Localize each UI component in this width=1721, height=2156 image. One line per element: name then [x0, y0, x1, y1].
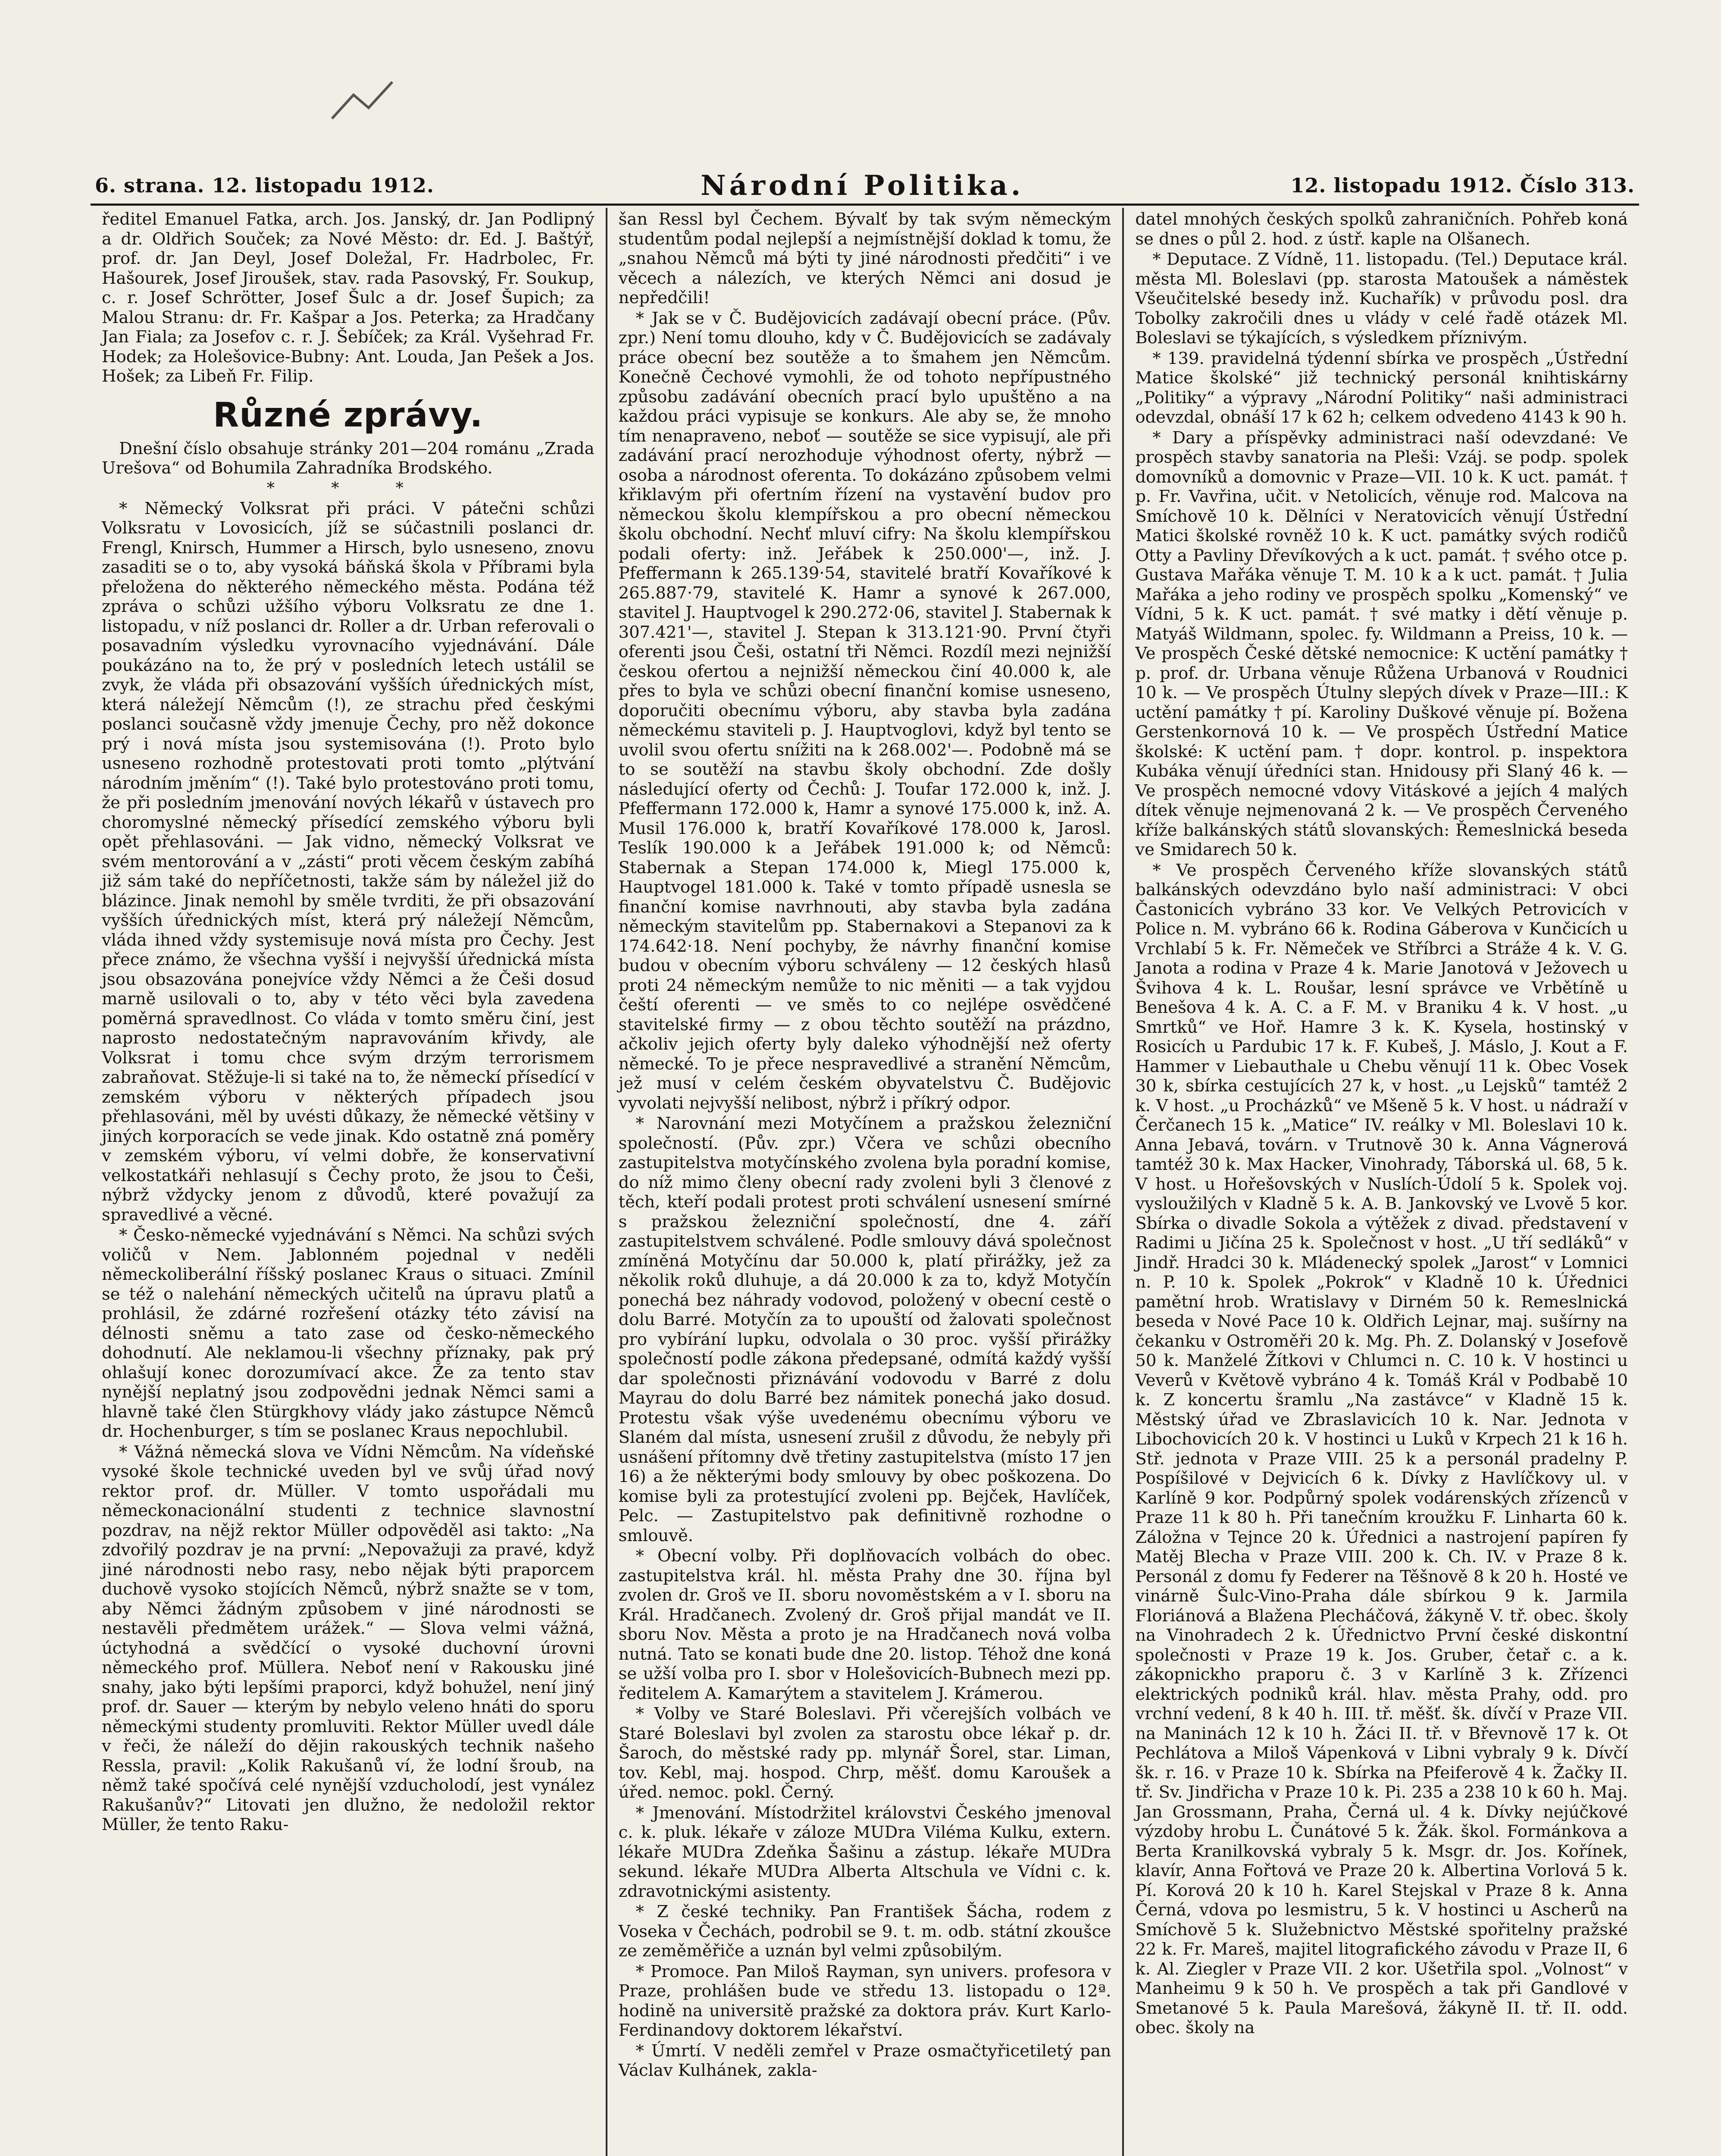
article-paragraph: * Německý Volksrat při práci. V pátečni schůzi Volksratu v Lovosicích, jíž se súčastnili poslanci dr. Frengl, Knirsch, Hummer a Hirsch, bylo usneseno, znovu zasaditi se o to, aby vysoká báňská škola v Příbrami byla přeložena do některého německého města. Podána též zpráva o schůzi užšího výboru Volksratu ze dne 1. listopadu, v níž poslanci dr. Roller a dr. Urban referovali o posavadním výsledku vyrovnacího vyjednávání. Dále poukázáno na to, že prý v posledních letech ustálil se zvyk, že vláda při obsazování vyšších úřednických míst, která náležejí Němcům (!), ze strachu před českými poslanci současně vždy jmenuje Čechy, pro něž dokonce prý i nová místa jsou systemisována (!). Proto bylo usneseno rozhodně protestovati proti tomto „plýtvání národním jměním“ (!). Také bylo protestováno proti tomu, že při posledním jmenování nových lékařů v ústavech pro choromyslné německý přísedící zemského výboru byli opět přehlasováni. — Jak vidno, německý Volksrat ve svém mentorování a v „zásti“ proti věcem českým zabíhá již sám také do nepříčetnosti, takže sám by náležel již do blázince. Jinak nemohl by směle tvrditi, že při obsazování vyšších úřednických míst, která prý náležejí Němcům, vláda ihned vždy systemisuje nová místa pro Čechy. Jest přece známo, že všechna vyšší i nejvyšší úřednická místa jsou obsazována ponejvíce vždy Němci a že Češi dosud marně usilovali o to, aby v této věci byla zavedena poměrná spravedlnost. Co vláda v tomto směru činí, jest naprosto nedostatečným napravováním křivdy, ale Volksrat i tomu chce svým drzým terrorismem zabraňovat. Stěžuje-li si také na to, že německí přísedící v zemském výboru v některých případech jsou přehlasováni, měl by uvésti důkazy, že německé většiny v jiných korporacích se vede jinak. Kdo ostatně zná poměry v zemském výboru, ví velmi dobře, že konservativní velkostatkáři nehlasují s Čechy proto, že jsou to Češi, nýbrž vždycky jenom z důvodů, které považují za spravedlivé a věcné.	[102, 498, 595, 1225]
separator-stars: * * *	[266, 479, 429, 497]
pencil-scribble-mark	[328, 78, 397, 125]
newspaper-title: Národní Politika.	[701, 169, 1024, 202]
article-paragraph: Dnešní číslo obsahuje stránky 201—204 románu „Zrada Urešova“ od Bohumila Zahradníka Brodského.	[102, 439, 595, 478]
article-paragraph: * Z české techniky. Pan František Šácha, rodem z Voseka v Čechách, podrobil se 9. t. m. odb. státní zkoušce ze zeměměřiče a uznán byl velmi způsobilým.	[618, 1902, 1111, 1961]
page-number-date: 6. strana. 12. listopadu 1912.	[95, 174, 434, 197]
article-paragraph: * 139. pravidelná týdenní sbírka ve prospěch „Ústřední Matice školské“ již technický personál knihtiskárny „Politiky“ a výpravy „Národní Politiky“ naši administraci odevzdal, obnáší 17 k 62 h; celkem odvedeno 4143 k 90 h.	[1135, 348, 1628, 427]
article-paragraph: * Jak se v Č. Budějovicích zadávají obecní práce. (Pův. zpr.) Není tomu dlouho, kdy v Č. Budějovicích se zadávaly práce obecní bez soutěže a to šmahem jen Němcům. Konečně Čechové vymohli, že od tohoto nepřípustného způsobu zadávání obecních prací bylo upuštěno a na každou práci vypisuje se konkurs. Ale aby se, že mnoho tím nenapraveno, neboť — soutěže se sice vypisují, ale při zadávání prací nerozhoduje výhodnost oferty, nýbrž — osoba a národnost oferenta. To dokázáno způsobem velmi křiklavým při ofertním řízení na vystavění budov pro německou školu klempířskou a pro obecní německou školu obchodní. Nechť mluví cifry: Na školu klempířskou podali oferty: inž. Jeřábek k 250.000'—, inž. J. Pfeffermann k 265.139·54, stavitelé bratří Kovaříkové k 265.887·79, stavitelé K. Hamr a synové k 267.000, stavitel J. Hauptvogel k 290.272·06, stavitel J. Stabernak k 307.421'—, stavitel J. Stepan k 313.121·90. První čtyři oferenti jsou Češi, ostatní tři Němci. Rozdíl mezi nejnižší českou ofertou a nejnižší německou činí 40.000 k, ale přes to byla ve schůzi obecní finanční komise usneseno, doporučiti obecnímu výboru, aby stavba byla zadána německému staviteli p. J. Hauptvoglovi, když byl tento se uvolil svou ofertu snížiti na k 268.002'—. Podobně má se to se soutěží na stavbu školy obchodní. Zde došly následující oferty od Čechů: J. Toufar 172.000 k, inž. J. Pfeffermann 172.000 k, Hamr a synové 175.000 k, inž. A. Musil 176.000 k, bratří Kovaříkové 178.000 k, Jarosl. Teslík 190.000 k a Jeřábek 191.000 k; od Němců: Stabernak a Stepan 174.000 k, Miegl 175.000 k, Hauptvogel 181.000 k. Také v tomto případě usnesla se finanční komise navrhnouti, aby stavba byla zadána německým stavitelům pp. Stabernakovi a Stepanovi za k 174.642·18. Není pochyby, že návrhy finanční komise budou v obecním výboru schváleny — 12 českých hlasů proti 24 německým nemůže to nic měniti — a tak vyjdou čeští oferenti — ve směs to co nejlépe osvědčené stavitelské firmy — z obou těchto soutěží na prázdno, ačkoliv jejich oferty byly daleko výhodnější než oferty německé. To je přece nespravedlivé a stranění Němcům, jež musí v celém českém obyvatelstvu Č. Budějovic vyvolati nejvyšší nelibost, nýbrž i příkrý odpor.	[618, 308, 1111, 1113]
article-paragraph: datel mnohých českých spolků zahraničních. Pohřeb koná se dnes o půl 2. hod. z ústř. kaple na Olšanech.	[1135, 210, 1628, 249]
text-columns	[91, 208, 1639, 2156]
article-paragraph: * Jmenování. Místodržitel královstvi Českého jmenoval c. k. pluk. lékaře v záloze MUDra Viléma Kulku, extern. lékaře MUDra Zdeňka Šašinu a zástup. lékaře MUDra sekund. lékaře MUDra Alberta Altschula ve Vídni c. k. zdravotnickými asistenty.	[618, 1803, 1111, 1901]
article-paragraph: * Úmrtí. V neděli zemřel v Praze osmačtyřicetiletý pan Václav Kulhánek, zakla-	[618, 2041, 1111, 2080]
article-paragraph: * Vážná německá slova ve Vídni Němcům. Na vídeňské vysoké škole technické uveden byl ve svůj úřad nový rektor prof. dr. Müller. V tomto uspořádali mu německonacionální studenti z technice slavnostní pozdrav, na nějž rektor Müller odpověděl asi takto: „Na zdvořilý pozdrav je na první: „Nepovažuji za pravé, když jiné národnosti nebo rasy, nebo nějak býti praporcem duchově vysoko stojících Němců, nýbrž snažte se v tom, aby Němci žádným způsobem v jiné národnosti se nestavěli předmětem urážek.“ — Slova velmi vážná, úctyhodná a svědčící o vysoké duchovní úrovni německého prof. Müllera. Neboť není v Rakousku jiné snahy, jako býti lepšími praporci, když bohužel, není jiný prof. dr. Sauer — kterým by nebylo veleno hnáti do sporu německými studenty promluviti. Rektor Müller uvedl dále v řeči, že náleží do dějin rakouských technik našeho Ressla, pravil: „Kolik Rakušanů ví, že lodní šroub, na němž také spočívá celé nynější vzducholodí, jest vynález Rakušanův?“ Litovati jen dlužno, že nedoložil rektor Müller, že tento Raku-	[102, 1442, 595, 1834]
article-paragraph: * Dary a příspěvky administraci naší odevzdané: Ve prospěch stavby sanatoria na Pleši: Vzáj. se podp. spolek domovníků a domovnic v Praze—VII. 10 k. K uct. památ. † p. Fr. Vavřina, učit. v Netolicích, věnuje rod. Malcova na Smíchově 10 k. Dělníci v Neratovicích věnují Ústřední Matici školské rovněž 10 k. K uct. památky svých rodičů Otty a Pavliny Dřevíkových a k uct. památ. † svého otce p. Gustava Mařáka věnuje T. M. 10 k a k uct. památ. † Julia Mařáka a jeho rodiny ve prospěch spolku „Komenský“ ve Vídni, 5 k. K uct. památ. † své matky i dětí věnuje p. Matyáš Wildmann, spolec. fy. Wildmann a Preiss, 10 k. — Ve prospěch České dětské nemocnice: K uctění památky † p. prof. dr. Urbana věnuje Růžena Urbanová v Roudnici 10 k. — Ve prospěch Útulny slepých dívek v Praze—III.: K uctění památky † pí. Karoliny Duškové věnuje pí. Božena Gerstenkornová 10 k. — Ve prospěch Ústřední Matice školské: K uctění pam. † dopr. kontrol. p. inspektora Kubáka věnují úředníci stan. Hnidousy při Slaný 46 k. — Ve prospěch nemocné vdovy Vitáskové a jejích 4 malých dítek věnuje nejmenovaná 2 k. — Ve prospěch Červeného kříže balkánských států slovanských: Řemeslnická beseda ve Smidarech 50 k.	[1135, 428, 1628, 859]
header-rule	[91, 204, 1639, 206]
article-paragraph: ředitel Emanuel Fatka, arch. Jos. Janský, dr. Jan Podlipný a dr. Oldřich Souček; za Nové Město: dr. Ed. J. Baštýř, prof. dr. Jan Deyl, Josef Doležal, Fr. Hadrbolec, Fr. Hašourek, Josef Jiroušek, stav. rada Pasovský, Fr. Soukup, c. r. Josef Schrötter, Josef Šulc a dr. Josef Šupich; za Malou Stranu: dr. Fr. Kašpar a Jos. Peterka; za Hradčany Jan Fiala; za Josefov c. r. J. Šebíček; za Král. Vyšehrad Fr. Hodek; za Holešovice-Bubny: Ant. Louda, Jan Pešek a Jos. Hošek; za Libeň Fr. Filip.	[102, 210, 595, 386]
article-paragraph: * Deputace. Z Vídně, 11. listopadu. (Tel.) Deputace král. města Ml. Boleslavi (pp. starosta Matoušek a náměstek Všeučitelské besedy inž. Kuchařík) v průvodu posl. dra Tobolky zakročili dnes u vlády v celé řadě otázek Ml. Boleslavi se týkajících, s výsledkem příznivým.	[1135, 250, 1628, 348]
article-paragraph: * Volby ve Staré Boleslavi. Při včerejších volbách ve Staré Boleslavi byl zvolen za starostu obce lékař p. dr. Šaroch, do městské rady pp. mlynář Šorel, star. Liman, tov. Kebl, maj. hospod. Chrp, měšť. domu Karoušek a úřed. nemoc. pokl. Černý.	[618, 1704, 1111, 1802]
section-heading: Různé zprávy.	[213, 395, 483, 435]
article-paragraph: šan Ressl byl Čechem. Bývalť by tak svým německým studentům podal nejlepší a nejmístnější doklad k tomu, že „snahou Němců má býti ty jiné národnosti předčiti“ i ve věcech a nálezích, ve kterých Němci ani dosud je nepředčili!	[618, 210, 1111, 307]
article-paragraph: * Česko-německé vyjednávání s Němci. Na schůzi svých voličů v Nem. Jablonném pojednal v neděli německoliberální říšský poslanec Kraus o situaci. Zmínil se též o nalehání německých učitelů na úpravu platů a prohlásil, že zdárné rozřešení otázky této závisí na délnosti sněmu a tato zase od česko-německého dohodnutí. Ale neklamou-li všechny příznaky, pak prý ohlašují konec dorozumívací akce. Že za tento stav nynější neplatný jsou zodpovědni jednak Němci sami a hlavně také člen Stürgkhovy vlády jako zástupce Němců dr. Hochenburger, s tím se poslanec Kraus nepochlubil.	[102, 1225, 595, 1441]
running-head	[95, 168, 1635, 203]
article-paragraph: * Promoce. Pan Miloš Rayman, syn univers. profesora v Praze, prohlášen bude ve středu 13. listopadu o 12ª. hodině na universitě pražské za doktora práv. Kurt Karlo-Ferdinandovy doktorem lékařství.	[618, 1962, 1111, 2040]
issue-number-date: 12. listopadu 1912. Číslo 313.	[1290, 174, 1635, 197]
article-paragraph: * Ve prospěch Červeného kříže slovanských států balkánských odevzdáno bylo naší administraci: V obci Častonicích vybráno 33 kor. Ve Velkých Petrovicích v Police n. M. vybráno 66 k. Rodina Gáberova v Kunčicích u Vrchlabí 5 k. Fr. Němeček ve Stříbrci a Stráže 4 k. V. G. Janota a rodina v Praze 4 k. Marie Janotová v Ježovech u Švihova 4 k. L. Roušar, lesní správce ve Vrbětíně u Benešova 4 k. A. C. a F. M. v Braniku 4 k. V host. „u Smrtků“ ve Hoř. Hamre 3 k. K. Kysela, hostinský v Rosicích u Pardubic 17 k. F. Kubeš, J. Máslo, J. Kout a F. Hammer v Liebauthale u Chebu věnují 11 k. Obec Vosek 30 k, sbírka cestujících 27 k, v host. „u Lejsků“ tamtéž 2 k. V host. „u Procházků“ ve Mšeně 5 k. V host. u nádraží v Čerčanech 15 k. „Matice“ IV. reálky v Ml. Boleslavi 10 k. Anna Jebavá, továrn. v Trutnově 30 k. Anna Vágnerová tamtéž 30 k. Max Hacker, Vinohrady, Táborská ul. 68, 5 k. V host. u Hořešovských v Nuslích-Údolí 5 k. Spolek voj. vysloužilých v Kladně 5 k. A. B. Jankovský ve Lvově 5 kor. Sbírka o divadle Sokola a výtěžek z divad. představení v Radimi u Jičína 25 k. Společnost v host. „U tří sedláků“ v Jindř. Hradci 30 k. Mládenecký spolek „Jarost“ v Lomnici n. P. 10 k. Spolek „Pokrok“ v Kladně 10 k. Úřednici pamětní hrob. Wratislavy v Dirném 50 k. Remeslnická beseda v Nové Pace 10 k. Oldřich Lejnar, maj. sušírny na čekanku v Ostroměři 20 k. Mg. Ph. Z. Dolanský v Josefově 50 k. Manželé Žítkovi v Chlumci n. C. 10 k. V hostinci u Veverů v Květově vybráno 4 k. Tomáš Král v Podbabě 10 k. Z koncertu šramlu „Na zastávce“ v Kladně 15 k. Městský úřad ve Zbraslavicích 10 k. Nar. Jednota v Libochovicích 20 k. V hostinci u Luků v Krpech 21 k 16 h. Stř. jednota v Praze VIII. 25 k a personál pradelny P. Pospíšilové v Dejvicích 6 k. Dívky z Havlíčkovy ul. v Karlíně 9 kor. Podpůrný spolek vodárenských zřízenců v Praze 11 k 80 h. Při tanečním kroužku F. Linharta 60 k. Záložna v Tejnce 20 k. Úřednici a nastrojení papíren fy Matěj Blecha v Praze VIII. 200 k. Ch. IV. v Praze 8 k. Personál z domu fy Federer na Těšnově 8 k 20 h. Hosté ve vinárně Šulc-Vino-Praha dále sbírkou 9 k. Jarmila Floriánová a Blažena Plecháčová, žákyně V. tř. obec. školy na Vinohradech 2 k. Úřednictvo První české diskontní společnosti v Praze 19 k. Jos. Gruber, četař c. a k. zákopnickho praporu č. 3 v Karlíně 3 k. Zřízenci elektrických podniků král. hlav. města Prahy, odd. pro vrchní vedení, 8 k 40 h. III. tř. měšť. šk. dívčí v Praze VII. na Maninách 12 k 10 h. Žáci II. tř. v Břevnově 17 k. Ot Pechlátova a Miloš Vápenková v Libni vybraly 9 k. Dívčí šk. r. 16. v Praze 10 k. Sbírka na Pfeiferově 4 k. Žačky II. tř. Sv. Jindřicha v Praze 10 k. Pi. 235 a 238 10 k 60 h. Maj. Jan Grossmann, Praha, Černá ul. 4 k. Dívky nejúčkové výzdoby hrobu L. Čunátové 5 k. Žák. škol. Formánkova a Berta Kranilkovská vybraly 5 k. Msgr. dr. Jos. Kořínek, klavír, Anna Fořtová ve Praze 20 k. Albertina Vorlová 5 k. Pí. Korová 20 k 10 h. Karel Stejskal v Praze 8 k. Anna Černá, vdova po lesmistru, 5 k. V hostinci u Ascherů na Smíchově 5 k. Služebnictvo Městské spořitelny pražské 22 k. Fr. Mareš, majitel litografického závodu v Praze II, 6 k. Al. Ziegler v Praze VII. 2 kor. Ušetřila spol. „Volnost“ v Manheimu 9 k 50 h. Ve prospěch a tak při Gandlové v Smetanové 5 k. Paula Marešová, žákyně II. tř. II. odd. obec. školy na	[1135, 860, 1628, 2037]
article-paragraph: * Obecní volby. Při doplňovacích volbách do obec. zastupitelstva král. hl. města Prahy dne 30. října byl zvolen dr. Groš ve II. sboru novoměstském a v I. sboru na Král. Hradčanech. Zvolený dr. Groš přijal mandát ve II. sboru Nov. Města a proto je na Hradčanech nová volba nutná. Tato se konati bude dne 20. listop. Téhož dne koná se užší volba pro I. sbor v Holešovicích-Bubnech mezi pp. ředitelem A. Kamarýtem a stavitelem J. Krámerou.	[618, 1546, 1111, 1703]
column-2	[606, 208, 1123, 2156]
column-1	[91, 208, 606, 2156]
column-3	[1122, 208, 1639, 2156]
article-paragraph: * Narovnání mezi Motyčínem a pražskou železniční společností. (Pův. zpr.) Včera ve schůzi obecního zastupitelstva motyčínského zvolena byla poradní komise, do níž mimo členy obecní rady zvoleni byli 3 členové z těch, kteří podali protest proti schválení usnesení smírné s pražskou železniční společností, dne 4. září zastupitelstvem schválené. Podle smlouvy dává společnost zmíněná Motyčínu dar 50.000 k, platí přirážky, jež za několik roků dluhuje, a dá 20.000 k za to, když Motyčín ponechá bez náhrady vodovod, položený v obecní cestě o dolu Barré. Motyčín za to upouští od žalovati společnost pro vybírání lupku, odvolala o 30 proc. vyšší přirážky společností podle zákona předepsané, odmítá každý vyšší dar společnosti přiznávání vodovodu v Barré z dolu Mayrau do dolu Barré bez námitek ponechá jako dosud. Protestu však výše uvedenému obecnímu výboru ve Slaném dal místa, usnesení zrušil z důvodu, že nebyly při usnášení přítomny dvě třetiny zastupitelstva (místo 17 jen 16) a že některými body smlouvy by obec poškozena. Do komise byli za protestující zvoleni pp. Bejček, Havlíček, Pelc. — Zastupitelstvo pak definitivně rozhodne o smlouvě.	[618, 1114, 1111, 1545]
